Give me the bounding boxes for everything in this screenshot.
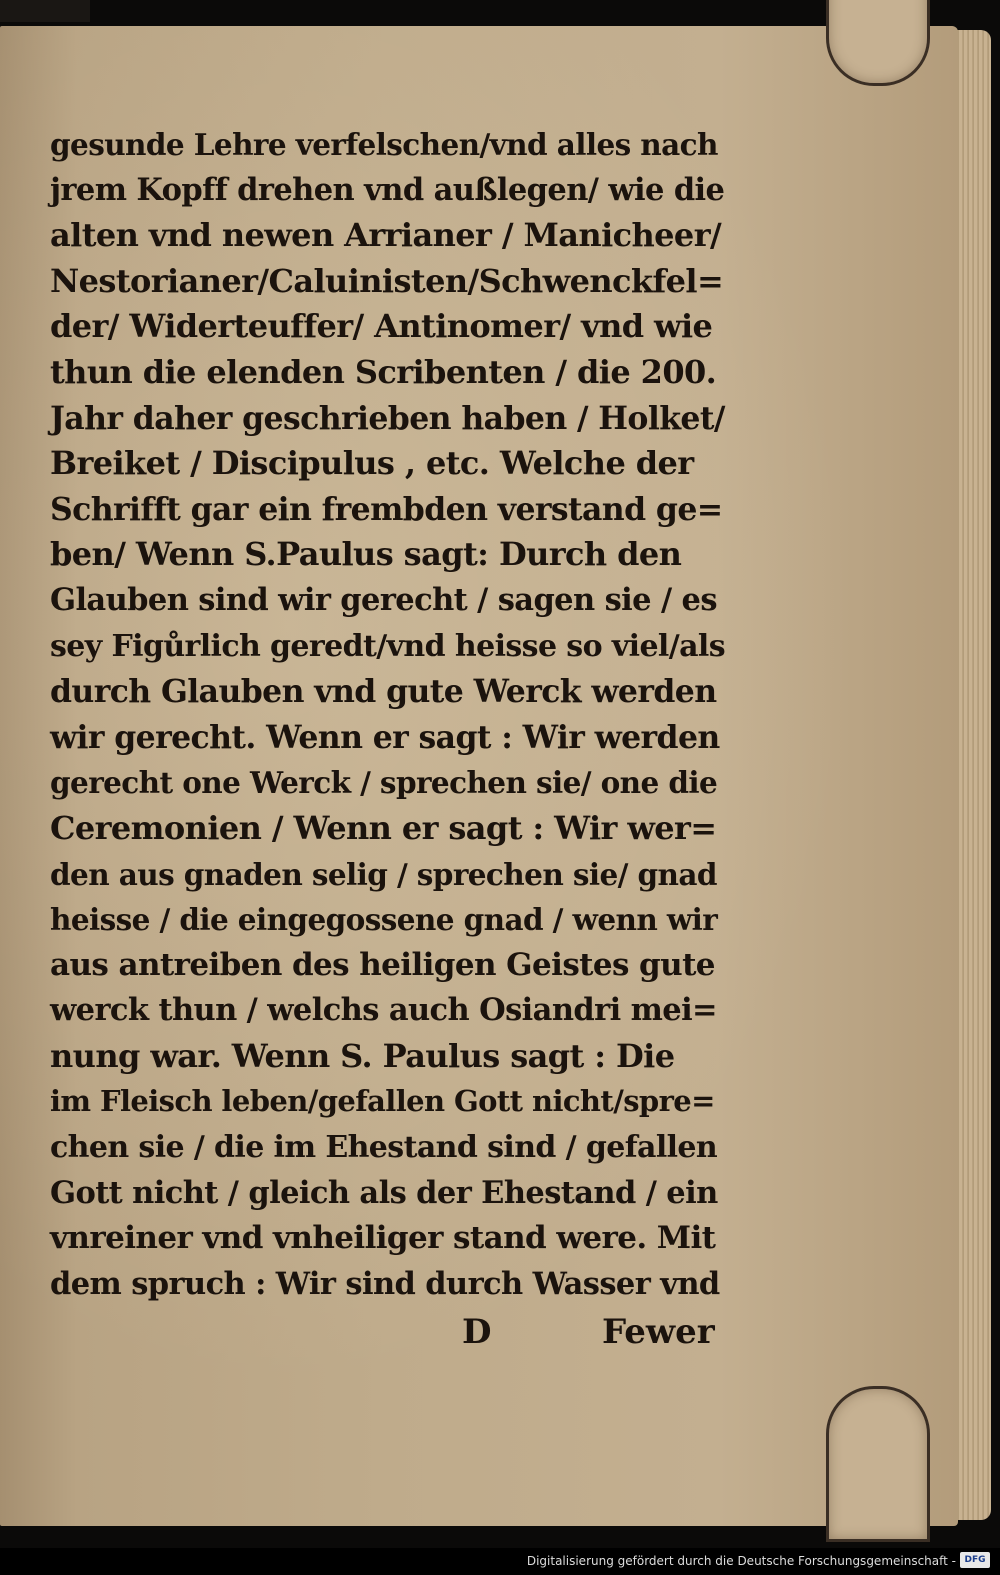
bottom-clasp	[826, 1386, 930, 1542]
footer-banner	[0, 1548, 1000, 1575]
text-line: den aus gnaden selig / sprechen sie/ gnad	[50, 856, 717, 892]
text-line: Glauben sind wir gerecht / sagen sie / es	[50, 581, 717, 618]
catchword: Fewer	[602, 1312, 715, 1352]
text-line: heisse / die eingegossene gnad / wenn wir	[50, 902, 718, 938]
text-line: gerecht one Werck / sprechen sie/ one die	[50, 765, 718, 801]
text-line: nung war. Wenn S. Paulus sagt : Die	[50, 1036, 675, 1075]
text-line: Ceremonien / Wenn er sagt : Wir wer=	[50, 808, 717, 847]
text-line: im Fleisch leben/gefallen Gott nicht/spre=	[50, 1084, 715, 1119]
dark-corner	[0, 0, 90, 22]
page-edges	[955, 30, 991, 1520]
dfg-logo-icon: DFG	[960, 1552, 990, 1568]
text-line: aus antreiben des heiligen Geistes gute	[50, 946, 715, 983]
text-line: ben/ Wenn S.Paulus sagt: Durch den	[50, 535, 682, 574]
text-line: Nestorianer/Caluinisten/Schwenckfel=	[50, 261, 724, 300]
text-block	[50, 122, 730, 1307]
text-line: der/ Widerteuffer/ Antinomer/ vnd wie	[50, 307, 713, 346]
text-line: werck thun / welchs auch Osiandri mei=	[50, 992, 718, 1029]
text-line: alten vnd newen Arrianer / Manicheer/	[50, 216, 722, 255]
funding-credit: Digitalisierung gefördert durch die Deutsche Forschungsgemeinschaft -	[526, 1554, 956, 1568]
text-line: Schrifft gar ein frembden verstand ge=	[50, 490, 723, 528]
text-line: Breiket / Discipulus , etc. Welche der	[50, 444, 694, 483]
text-line: chen sie / die im Ehestand sind / gefallen	[50, 1130, 718, 1166]
text-line: dem spruch : Wir sind durch Wasser vnd	[50, 1265, 720, 1302]
text-line: Gott nicht / gleich als der Ehestand / ein	[50, 1174, 718, 1211]
text-line: durch Glauben vnd gute Werck werden	[50, 673, 717, 711]
top-clasp	[826, 0, 930, 86]
text-line: thun die elenden Scribenten / die 200.	[50, 352, 717, 391]
text-line: gesunde Lehre verfelschen/vnd alles nach	[50, 127, 718, 162]
text-line: wir gerecht. Wenn er sagt : Wir werden	[50, 718, 720, 756]
text-line: Jahr daher geschrieben haben / Holket/	[50, 399, 725, 437]
text-line: sey Figůrlich geredt/vnd heisse so viel/als	[50, 628, 726, 664]
signature-mark: D	[462, 1312, 492, 1352]
text-line: vnreiner vnd vnheiliger stand were. Mit	[50, 1220, 716, 1257]
text-line: jrem Kopff drehen vnd außlegen/ wie die	[50, 171, 725, 208]
book-page	[0, 26, 958, 1526]
